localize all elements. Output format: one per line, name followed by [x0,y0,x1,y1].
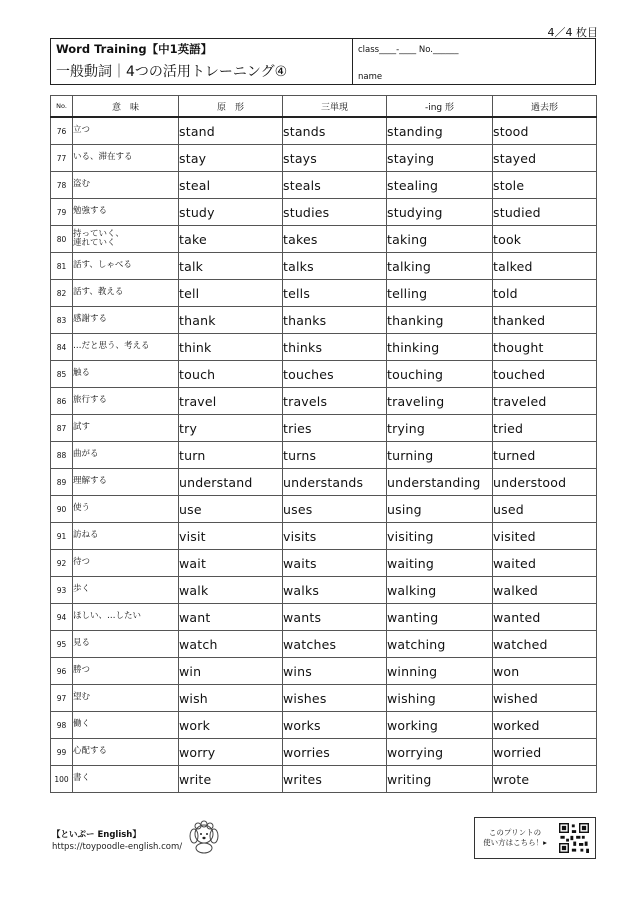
table-row [51,117,597,145]
row-past-form: worried [493,739,597,766]
row-base-form: visit [179,523,283,550]
row-meaning: いる、滞在する [73,145,179,172]
row-ing-form: standing [387,117,493,145]
row-base-form: write [179,766,283,793]
row-base-form: steal [179,172,283,199]
row-ing-form: understanding [387,469,493,496]
qr-code-icon[interactable] [559,823,589,853]
col-header-meaning: 意 味 [73,96,179,118]
row-meaning: 曲がる [73,442,179,469]
row-base-form: use [179,496,283,523]
row-number: 81 [51,253,73,280]
row-ing-form: taking [387,226,493,253]
row-meaning: 使う [73,496,179,523]
row-third-person-form: travels [283,388,387,415]
row-meaning: 勝つ [73,658,179,685]
student-info-block [353,39,595,84]
table-row [51,577,597,604]
row-third-person-form: thanks [283,307,387,334]
site-url[interactable]: https://toypoodle-english.com/ [52,842,183,852]
table-row [51,415,597,442]
row-past-form: watched [493,631,597,658]
row-ing-form: using [387,496,493,523]
brand-name: 【といぷー English】 [52,830,141,840]
row-meaning: 旅行する [73,388,179,415]
row-past-form: waited [493,550,597,577]
row-third-person-form: stays [283,145,387,172]
row-meaning: 理解する [73,469,179,496]
row-ing-form: stealing [387,172,493,199]
row-third-person-form: uses [283,496,387,523]
row-number: 79 [51,199,73,226]
row-ing-form: staying [387,145,493,172]
row-number: 91 [51,523,73,550]
row-past-form: touched [493,361,597,388]
row-number: 94 [51,604,73,631]
row-past-form: traveled [493,388,597,415]
row-past-form: won [493,658,597,685]
row-ing-form: watching [387,631,493,658]
table-row [51,442,597,469]
row-base-form: win [179,658,283,685]
row-base-form: wish [179,685,283,712]
row-past-form: wished [493,685,597,712]
row-ing-form: walking [387,577,493,604]
row-base-form: worry [179,739,283,766]
verb-table [50,95,597,793]
row-past-form: studied [493,199,597,226]
row-ing-form: wishing [387,685,493,712]
row-meaning: …だと思う、考える [73,334,179,361]
row-third-person-form: writes [283,766,387,793]
row-base-form: study [179,199,283,226]
row-past-form: stayed [493,145,597,172]
table-row [51,307,597,334]
row-number: 98 [51,712,73,739]
row-number: 95 [51,631,73,658]
row-number: 80 [51,226,73,253]
row-number: 93 [51,577,73,604]
row-meaning: 触る [73,361,179,388]
row-ing-form: thinking [387,334,493,361]
table-row [51,658,597,685]
name-field: name [358,72,383,82]
row-number: 97 [51,685,73,712]
row-third-person-form: turns [283,442,387,469]
row-third-person-form: touches [283,361,387,388]
row-ing-form: working [387,712,493,739]
row-ing-form: worrying [387,739,493,766]
worksheet-title: 一般動詞｜4つの活用トレーニング④ [56,64,288,80]
row-base-form: turn [179,442,283,469]
row-third-person-form: wins [283,658,387,685]
row-meaning: 見る [73,631,179,658]
table-row [51,766,597,793]
table-row [51,712,597,739]
row-third-person-form: wants [283,604,387,631]
row-past-form: wanted [493,604,597,631]
row-meaning: 働く [73,712,179,739]
class-number-field: class____-____ No.______ [358,45,459,55]
row-third-person-form: thinks [283,334,387,361]
worksheet-header [50,38,596,85]
row-third-person-form: understands [283,469,387,496]
page-number: 4／4 枚目 [547,26,598,39]
row-ing-form: waiting [387,550,493,577]
table-row [51,496,597,523]
table-row [51,685,597,712]
row-past-form: visited [493,523,597,550]
row-third-person-form: stands [283,117,387,145]
row-meaning: 話す、教える [73,280,179,307]
header-title-block [51,39,353,84]
row-meaning: 歩く [73,577,179,604]
row-base-form: stand [179,117,283,145]
row-base-form: want [179,604,283,631]
row-number: 82 [51,280,73,307]
row-meaning: 訪ねる [73,523,179,550]
row-meaning: 盗む [73,172,179,199]
row-ing-form: talking [387,253,493,280]
row-base-form: walk [179,577,283,604]
row-past-form: thought [493,334,597,361]
row-number: 83 [51,307,73,334]
row-third-person-form: waits [283,550,387,577]
row-meaning: 望む [73,685,179,712]
row-ing-form: traveling [387,388,493,415]
row-number: 76 [51,117,73,145]
row-number: 96 [51,658,73,685]
row-number: 86 [51,388,73,415]
row-meaning: 心配する [73,739,179,766]
row-number: 99 [51,739,73,766]
table-row [51,631,597,658]
row-ing-form: visiting [387,523,493,550]
table-row [51,361,597,388]
table-row [51,388,597,415]
row-number: 88 [51,442,73,469]
row-base-form: talk [179,253,283,280]
row-meaning: 話す、しゃべる [73,253,179,280]
row-number: 85 [51,361,73,388]
row-base-form: tell [179,280,283,307]
row-meaning: ほしい、…したい [73,604,179,631]
table-row [51,739,597,766]
row-third-person-form: tells [283,280,387,307]
row-number: 92 [51,550,73,577]
table-row [51,226,597,253]
row-base-form: travel [179,388,283,415]
col-header-past: 過去形 [493,96,597,118]
row-base-form: understand [179,469,283,496]
table-row [51,604,597,631]
row-number: 84 [51,334,73,361]
row-third-person-form: worries [283,739,387,766]
table-row [51,280,597,307]
row-third-person-form: steals [283,172,387,199]
row-number: 90 [51,496,73,523]
row-past-form: worked [493,712,597,739]
row-base-form: thank [179,307,283,334]
table-header-row [51,96,597,118]
table-row [51,334,597,361]
row-base-form: touch [179,361,283,388]
row-ing-form: wanting [387,604,493,631]
row-third-person-form: watches [283,631,387,658]
table-row [51,172,597,199]
row-number: 87 [51,415,73,442]
table-row [51,550,597,577]
row-ing-form: turning [387,442,493,469]
row-third-person-form: studies [283,199,387,226]
row-base-form: try [179,415,283,442]
row-base-form: wait [179,550,283,577]
row-ing-form: thanking [387,307,493,334]
row-third-person-form: wishes [283,685,387,712]
row-meaning: 待つ [73,550,179,577]
row-number: 89 [51,469,73,496]
row-meaning: 持っていく、 連れていく [73,226,179,253]
row-ing-form: trying [387,415,493,442]
row-third-person-form: walks [283,577,387,604]
table-row [51,523,597,550]
row-base-form: stay [179,145,283,172]
col-header-no: No. [51,96,73,118]
row-meaning: 試す [73,415,179,442]
row-meaning: 感謝する [73,307,179,334]
row-past-form: tried [493,415,597,442]
row-third-person-form: takes [283,226,387,253]
row-third-person-form: visits [283,523,387,550]
row-past-form: told [493,280,597,307]
row-past-form: used [493,496,597,523]
row-past-form: thanked [493,307,597,334]
table-row [51,253,597,280]
row-ing-form: winning [387,658,493,685]
usage-guide-link[interactable] [474,817,596,859]
row-past-form: understood [493,469,597,496]
row-base-form: take [179,226,283,253]
row-ing-form: touching [387,361,493,388]
row-past-form: walked [493,577,597,604]
worksheet-series-title: Word Training【中1英語】 [56,42,213,56]
row-meaning: 勉強する [73,199,179,226]
row-past-form: stole [493,172,597,199]
col-header-ing: -ing 形 [387,96,493,118]
table-row [51,199,597,226]
row-ing-form: writing [387,766,493,793]
row-third-person-form: works [283,712,387,739]
col-header-third-person: 三単現 [283,96,387,118]
poodle-icon [186,820,222,854]
table-row [51,145,597,172]
row-past-form: turned [493,442,597,469]
row-third-person-form: talks [283,253,387,280]
row-number: 78 [51,172,73,199]
row-ing-form: studying [387,199,493,226]
col-header-base: 原 形 [179,96,283,118]
row-base-form: watch [179,631,283,658]
row-past-form: stood [493,117,597,145]
row-past-form: took [493,226,597,253]
row-base-form: think [179,334,283,361]
row-meaning: 書く [73,766,179,793]
row-base-form: work [179,712,283,739]
table-row [51,469,597,496]
row-meaning: 立つ [73,117,179,145]
row-ing-form: telling [387,280,493,307]
row-number: 100 [51,766,73,793]
row-past-form: talked [493,253,597,280]
row-number: 77 [51,145,73,172]
row-third-person-form: tries [283,415,387,442]
usage-guide-text: このプリントの 使い方はこちら！▸ [483,827,547,847]
row-past-form: wrote [493,766,597,793]
